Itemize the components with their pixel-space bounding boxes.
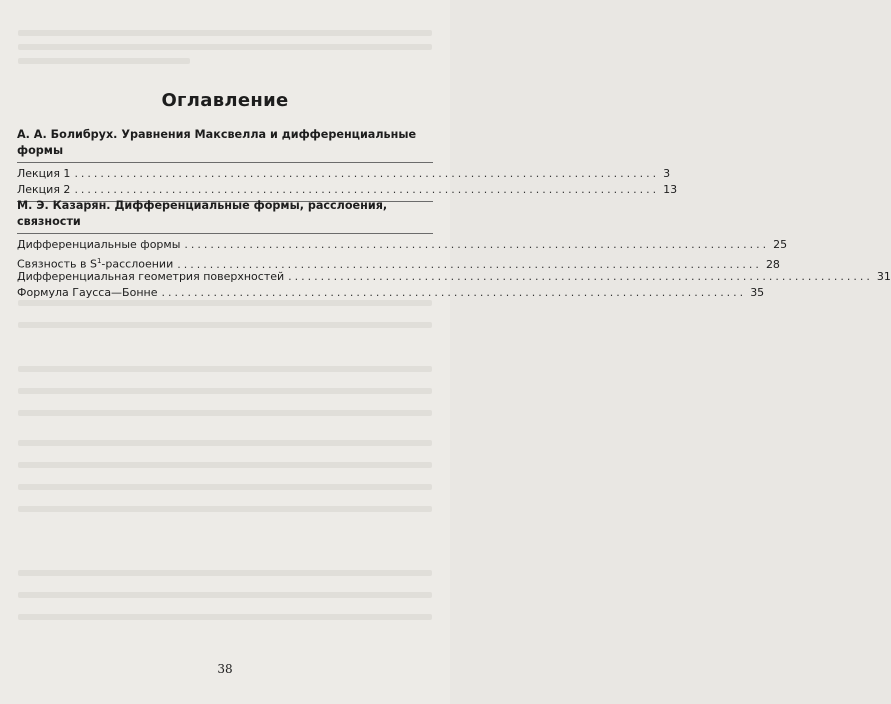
leader-dots: .......................................................................................... xyxy=(288,270,873,283)
entry-page: 13 xyxy=(663,183,678,196)
toc-section-1 xyxy=(17,127,678,202)
entry-page: 28 xyxy=(765,257,780,271)
page-number: 38 xyxy=(217,662,233,676)
leader-dots: .......................................................................................... xyxy=(74,183,660,196)
entry-label: Лекция 2 xyxy=(17,183,71,196)
toc-entry[interactable] xyxy=(17,269,891,285)
entry-label-text: Связность в S xyxy=(17,257,97,271)
show-through-line xyxy=(18,440,432,446)
leader-dots: .......................................................................................... xyxy=(184,238,770,251)
show-through-line xyxy=(18,388,432,394)
section-title: М. Э. Казарян. Дифференциальные формы, расслоения, связности xyxy=(17,198,433,234)
leader-dots: .......................................................................................... xyxy=(161,286,747,299)
toc-entry[interactable] xyxy=(17,166,671,182)
entry-label: Дифференциальная геометрия поверхностей xyxy=(17,270,285,283)
entry-label: Дифференциальные формы xyxy=(17,238,181,251)
leader-dots: .......................................................................................... xyxy=(74,167,660,180)
toc-entry[interactable] xyxy=(17,285,765,301)
toc-section-2 xyxy=(17,198,891,301)
show-through-line xyxy=(18,44,432,50)
entry-page: 25 xyxy=(773,238,788,251)
show-through-line xyxy=(18,462,432,468)
show-through-line xyxy=(18,30,432,36)
show-through-line xyxy=(18,366,432,372)
show-through-line xyxy=(18,410,432,416)
entry-label-tail: -расслоении xyxy=(101,257,174,271)
entry-page: 31 xyxy=(876,270,891,283)
toc-entry[interactable] xyxy=(17,253,780,271)
show-through-line xyxy=(18,506,432,512)
entry-page: 3 xyxy=(663,167,671,180)
show-through-line xyxy=(18,614,432,620)
toc-entry[interactable] xyxy=(17,182,678,198)
entry-page: 35 xyxy=(750,286,765,299)
leader-dots: .......................................................................................... xyxy=(177,257,762,271)
show-through-line xyxy=(18,570,432,576)
page-title: Оглавление xyxy=(161,90,289,111)
show-through-line xyxy=(18,592,432,598)
toc-entry[interactable] xyxy=(17,237,788,253)
show-through-line xyxy=(18,58,190,64)
show-through-line xyxy=(18,484,432,490)
entry-label-sup: 1 xyxy=(96,257,102,265)
show-through-line xyxy=(18,322,432,328)
entry-label: Лекция 1 xyxy=(17,167,71,180)
entry-label: Формула Гаусса—Бонне xyxy=(17,286,158,299)
section-title: А. А. Болибрух. Уравнения Максвелла и дифференциальные формы xyxy=(17,127,433,163)
